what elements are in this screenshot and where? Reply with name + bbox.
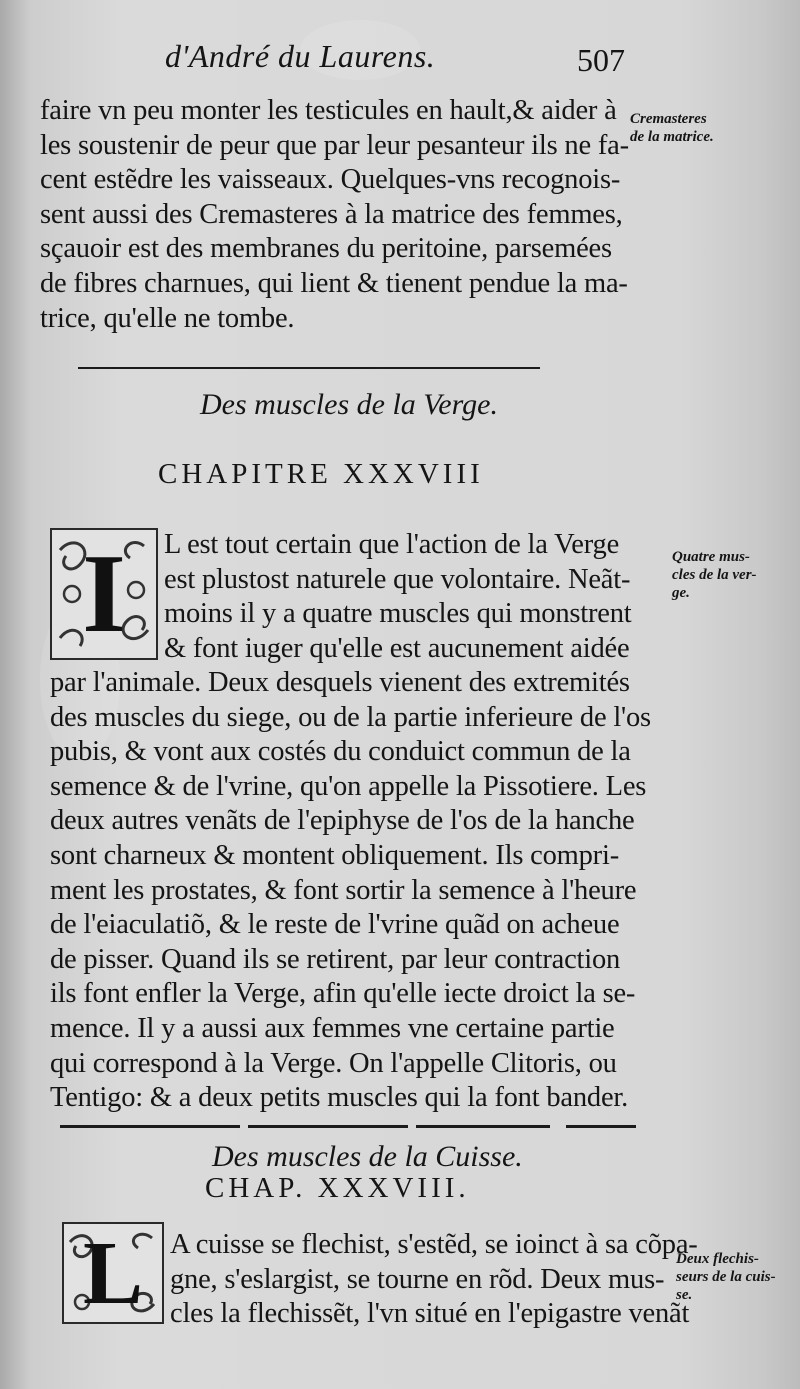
margin-note-line: de la matrice. [630, 129, 714, 145]
margin-note-line: se. [676, 1287, 693, 1303]
text-line: Tentigo: & a deux petits muscles qui la font bander. [50, 1082, 629, 1114]
margin-note-line: seurs de la cuis- [676, 1269, 776, 1285]
text-line: A cuisse se flechist, s'estẽd, se ioinct à sa cõpa- [170, 1229, 698, 1260]
margin-note-deux-flechisseurs [676, 1250, 776, 1304]
page-number: 507 [577, 42, 625, 78]
section-rule [78, 367, 540, 369]
margin-note-line: Deux flechis- [676, 1251, 759, 1267]
chapter-heading: CHAP. XXXVIII. [205, 1172, 470, 1204]
text-line: moins il y a quatre muscles qui monstrent [164, 598, 632, 630]
initial-letter: L [82, 1223, 144, 1323]
running-head: d'André du Laurens. [165, 38, 436, 74]
text-line: ment les prostates, & font sortir la semence à l'heure [50, 874, 637, 906]
section-rule [248, 1125, 408, 1128]
text-line: mence. Il y a aussi aux femmes vne certaine partie [50, 1012, 615, 1044]
text-line: deux autres venãts de l'epiphyse de l'os de la hanche [50, 805, 635, 837]
margin-note-line: ge. [672, 585, 690, 601]
text-line: L est tout certain que l'action de la Verge [164, 529, 620, 560]
text-line: semence & de l'vrine, qu'on appelle la Pissotiere. Les [50, 770, 647, 802]
text-line: sont charneux & montent obliquement. Ils compri- [50, 839, 619, 871]
decorated-initial [50, 528, 158, 660]
margin-note-quatre-muscles [672, 548, 757, 602]
section-title: Des muscles de la Cuisse. [212, 1140, 523, 1173]
text-line: ils font enfler la Verge, afin qu'elle iecte droict la se- [50, 978, 636, 1010]
text-line: & font iuger qu'elle est aucunement aidée [164, 632, 630, 664]
margin-note-line: Cremasteres [630, 111, 707, 127]
text-line: trice, qu'elle ne tombe. [40, 302, 295, 334]
section-2-opening [170, 1228, 698, 1332]
text-line: par l'animale. Deux desquels vienent des extremités [50, 667, 630, 698]
page-header [165, 38, 635, 88]
section-1-opening [164, 528, 632, 666]
margin-note-line: cles de la ver- [672, 567, 757, 583]
text-line: pubis, & vont aux costés du conduict commun de la [50, 736, 631, 768]
text-line: cles la flechissẽt, l'vn situé en l'epigastre venãt [170, 1298, 690, 1330]
text-line: les soustenir de peur que par leur pesanteur ils ne fa- [40, 129, 629, 161]
section-rule [566, 1125, 636, 1128]
text-line: de fibres charnues, qui lient & tienent pendue la ma- [40, 267, 628, 299]
section-title: Des muscles de la Verge. [200, 388, 498, 421]
text-line: est plustost naturele que volontaire. Neãt- [164, 563, 631, 595]
text-line: faire vn peu monter les testicules en hault,& aider à [40, 95, 617, 126]
decorated-initial [62, 1222, 164, 1324]
section-rule [60, 1125, 240, 1128]
initial-letter: I [82, 531, 126, 656]
margin-note-line: Quatre mus- [672, 549, 750, 565]
section-rule [416, 1125, 550, 1128]
margin-note-cremasteres [630, 110, 714, 146]
text-line: de l'eiaculatiõ, & le reste de l'vrine quãd on acheue [50, 909, 620, 941]
chapter-heading: CHAPITRE XXXVIII [158, 458, 484, 490]
text-line: sçauoir est des membranes du peritoine, parsemées [40, 233, 612, 265]
text-line: sent aussi des Cremasteres à la matrice des femmes, [40, 198, 623, 230]
text-line: qui correspond à la Verge. On l'appelle Clitoris, ou [50, 1047, 617, 1079]
section-1-body [50, 666, 651, 1116]
text-line: cent estẽdre les vaisseaux. Quelques-vns recognois- [40, 164, 621, 196]
text-line: des muscles du siege, ou de la partie inferieure de l'os [50, 701, 651, 733]
text-line: gne, s'eslargist, se tourne en rõd. Deux mus- [170, 1263, 665, 1295]
top-passage [40, 94, 629, 336]
text-line: de pisser. Quand ils se retirent, par leur contraction [50, 943, 621, 975]
